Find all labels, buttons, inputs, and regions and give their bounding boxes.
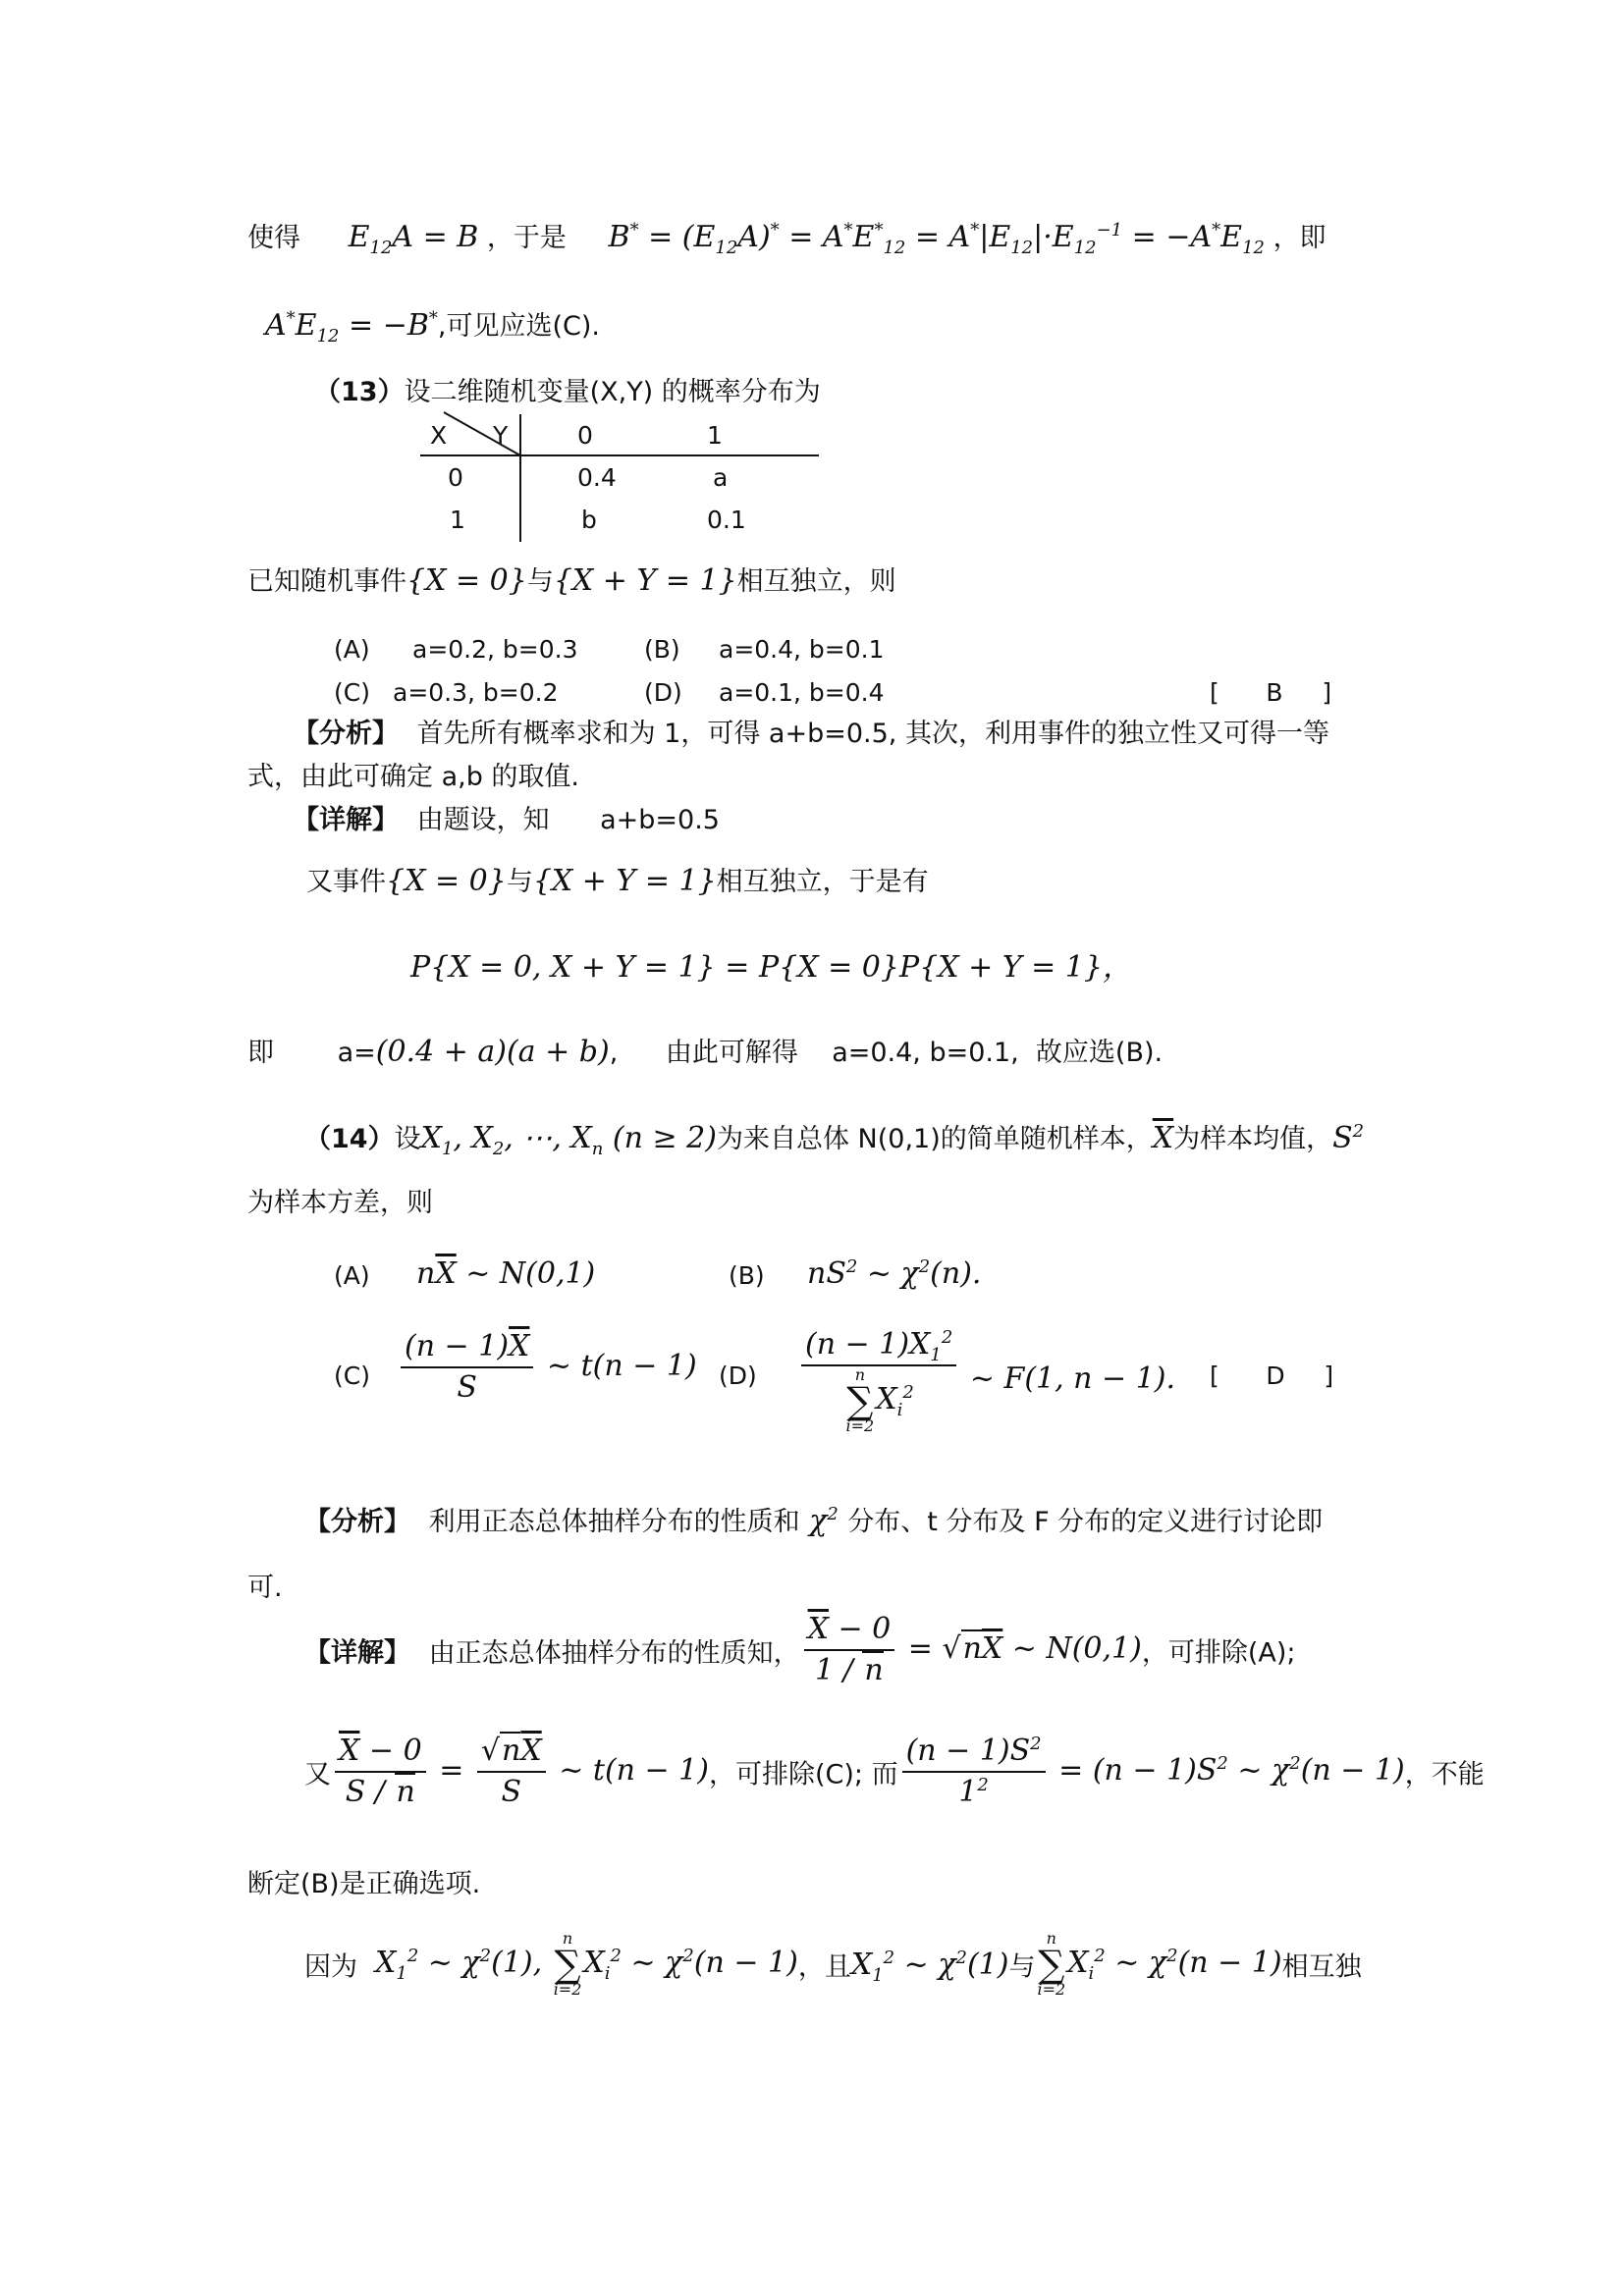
q14-detail4-post: 相互独 xyxy=(1281,1951,1362,1983)
q14-option-d-label: (D) xyxy=(719,1362,757,1390)
q14-detail4-formula1: $X_1^2$ ~ $\chi^2(1)$, n ∑ i=2 $X_i^2$ ~ $\chi^2(n - 1)$ xyxy=(375,1929,798,1999)
q14-analysis-post: 分布、t 分布及 F 分布的定义进行讨论即 xyxy=(847,1507,1324,1537)
q13-detail-line1 xyxy=(293,801,720,840)
q13-detail-tag: 【详解】 xyxy=(293,805,399,835)
q13-table-row0-cell1: a xyxy=(713,463,729,492)
q14-line2: 为样本方差，则 xyxy=(247,1188,433,1218)
line1-prefix: 使得 xyxy=(247,223,300,253)
q13-table-header-y: Y xyxy=(493,421,509,450)
q14-analysis-chi: $\chi^2$ xyxy=(799,1504,839,1538)
q14-detail-line2 xyxy=(304,1732,1485,1812)
q13-analysis-line2: 式，由此可确定 a,b 的取值. xyxy=(247,762,580,792)
q13-analysis-line1 xyxy=(293,715,1329,754)
q13-option-d-text: a=0.1, b=0.4 xyxy=(719,678,885,707)
q14-detail4-formula2: $X_1^2$ ~ $\chi^2(1)$ xyxy=(850,1947,1009,1986)
q13-detail-event1: {X = 0} xyxy=(386,864,507,898)
line1-eq1: $E_{12}A = B$ xyxy=(348,220,479,258)
q13-detail-event2: {X + Y = 1} xyxy=(532,864,717,898)
q14-option-b-label: (B) xyxy=(729,1261,765,1290)
q13-detail-line2 xyxy=(306,862,929,902)
q13-analysis-text1: 首先所有概率求和为 1，可得 a+b=0.5, 其次，利用事件的独立性又可得一等 xyxy=(416,719,1329,749)
q14-option-d-formula: $(n - 1)X_1^2$ n ∑ i=2 $X_i^2$ ~ F(1, n − 1). xyxy=(797,1325,1175,1435)
line1-suffix: ，即 xyxy=(1272,223,1326,253)
q13-option-a-text: a=0.2, b=0.3 xyxy=(412,635,578,664)
q13-text: 设二维随机变量(X,Y) 的概率分布为 xyxy=(404,377,821,407)
q13-table-header-x: X xyxy=(430,421,448,450)
q14-detail2-formula2: $\frac{(n - 1)S^2}{1^2}$ = $(n - 1)S^2$ ~ $\chi^2(n - 1)$ xyxy=(898,1753,1405,1788)
q14-detail-line3: 断定(B)是正确选项. xyxy=(247,1869,481,1899)
q14-s2: $S^2$ xyxy=(1332,1121,1365,1155)
q13-option-d-label: (D) xyxy=(644,678,682,707)
q14-option-c-label: (C) xyxy=(334,1362,370,1390)
q14-detail4-mid: ，且 xyxy=(797,1951,851,1983)
q13-detail-line4-comma: , xyxy=(609,1038,619,1068)
q13-detail-line4-a: a= xyxy=(337,1038,376,1068)
q14-vars: $X_1$, $X_2$, ⋯, $X_n$ (n ≥ 2) xyxy=(420,1121,717,1159)
q14-detail-formula1: $\frac{\overline{X} - 0}{1 / n}$ = $√n\overline{X}$ ~ N(0,1) xyxy=(800,1631,1142,1666)
q13-condition-pre: 已知随机事件 xyxy=(247,566,406,597)
q13-detail-line2-post: 相互独立，于是有 xyxy=(716,867,929,897)
q14-number: （14） xyxy=(304,1124,395,1154)
q13-option-a-label: (A) xyxy=(334,635,370,664)
q13-table-col-1: 1 xyxy=(707,421,723,450)
q13-detail-line2-mid: 与 xyxy=(506,867,533,897)
q14-xbar: $\overline{X}$ xyxy=(1152,1121,1174,1155)
q13-option-b-label: (B) xyxy=(644,635,680,664)
q13-option-b-text: a=0.4, b=0.1 xyxy=(719,635,885,664)
q14-text-mid2: 为样本均值， xyxy=(1173,1124,1333,1154)
q14-text-mid: 为来自总体 N(0,1)的简单随机样本， xyxy=(716,1124,1153,1154)
q13-answer: [ B ] xyxy=(1210,678,1332,707)
q14-option-c-formula: $\frac{(n - 1)\overline{X}}{S}$ ~ t(n − 1) xyxy=(397,1327,697,1408)
q14-option-b-formula: $nS^2$ ~ $\chi^2(n)$. xyxy=(807,1256,982,1291)
q14-detail-pre: 由正态总体抽样分布的性质知， xyxy=(428,1637,800,1669)
q13-table-row1-cell0: b xyxy=(581,506,597,534)
q14-analysis-line1 xyxy=(304,1502,1323,1542)
q14-detail2-pre: 又 xyxy=(304,1759,331,1790)
q14-detail4-pre: 因为 xyxy=(304,1951,357,1983)
q13-option-c-label: (C) xyxy=(334,678,370,707)
q13-table-row1-cell1: 0.1 xyxy=(707,506,746,534)
line2-eq: $A^*E_{12} = -B^*$ xyxy=(265,308,438,347)
q14-detail2-mid: ，可排除(C); 而 xyxy=(708,1759,898,1790)
q14-analysis-line2: 可. xyxy=(247,1573,283,1603)
q13-detail-line2-pre: 又事件 xyxy=(306,867,386,897)
q13-detail-line4-post: 由此可解得 a=0.4, b=0.1, 故应选(B). xyxy=(665,1038,1164,1068)
q13-table-row0-label: 0 xyxy=(448,463,463,492)
q13-condition-post: 相互独立，则 xyxy=(736,566,896,597)
q14-answer: [ D ] xyxy=(1210,1362,1334,1390)
q13-analysis-tag: 【分析】 xyxy=(293,719,399,749)
q13-detail-equation: P{X = 0, X + Y = 1} = P{X = 0}P{X + Y = 1}， xyxy=(410,950,1132,985)
q13-table-row1-label: 1 xyxy=(450,506,465,534)
q14-detail-post1: ，可排除(A); xyxy=(1141,1637,1296,1669)
q14-detail-line4 xyxy=(304,1930,1362,1999)
line1-eq2: $B^* = (E_{12}A)^* = A^*E^*_{12} = A^*|E_{12}|\cdot E_{12}^{-1} = -A^*E_{12}$ xyxy=(608,220,1265,258)
q14-detail4-with: 与 xyxy=(1008,1951,1036,1983)
q14-analysis-pre: 利用正态总体抽样分布的性质和 xyxy=(428,1507,800,1537)
line2-text: ,可见应选(C). xyxy=(437,311,600,342)
q13-condition-mid: 与 xyxy=(526,566,554,597)
q13-detail-line4-pre: 即 xyxy=(247,1038,274,1068)
q14-option-a-formula: $n\overline{X}$ ~ N(0,1) xyxy=(416,1256,596,1291)
q13-condition xyxy=(247,561,896,602)
q14-text-pre: 设 xyxy=(394,1124,421,1154)
q13-option-c-text: a=0.3, b=0.2 xyxy=(393,678,559,707)
q14-detail-line1 xyxy=(304,1610,1295,1690)
q14-detail4-formula3: n ∑ i=2 $X_i^2$ ~ $\chi^2(n - 1)$ xyxy=(1037,1929,1282,1999)
q13-detail-line4-eq: (0.4 + a)(a + b) xyxy=(375,1035,610,1069)
q14-detail2-formula1: $\frac{\overline{X} - 0}{S / n}$ = $\frac{√n\overline{X}}{S}$ ~ t(n − 1) xyxy=(331,1753,709,1788)
q13-event1: {X = 0} xyxy=(406,563,527,598)
line1-mid: ，于是 xyxy=(486,223,567,253)
q13-event2: {X + Y = 1} xyxy=(553,563,737,598)
q14-header xyxy=(304,1119,1364,1159)
q14-analysis-tag: 【分析】 xyxy=(304,1507,410,1537)
q14-option-a-label: (A) xyxy=(334,1261,370,1290)
q13-detail-text1: 由题设，知 a+b=0.5 xyxy=(416,805,720,835)
q13-number: （13） xyxy=(314,377,405,407)
q13-detail-line4 xyxy=(247,1033,1163,1073)
q13-table-col-0: 0 xyxy=(577,421,593,450)
q14-detail-tag: 【详解】 xyxy=(304,1637,410,1669)
q14-detail2-post: ，不能 xyxy=(1404,1759,1485,1790)
q13-table-row0-cell0: 0.4 xyxy=(577,463,617,492)
